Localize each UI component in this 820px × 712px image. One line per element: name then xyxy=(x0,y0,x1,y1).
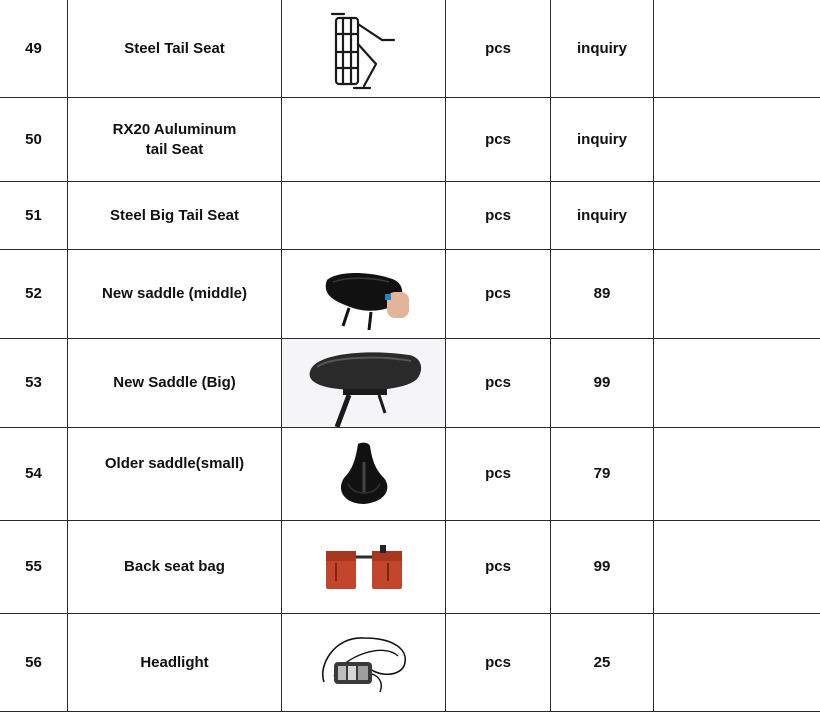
item-image xyxy=(282,0,446,98)
empty-cell xyxy=(654,614,820,712)
item-price: inquiry xyxy=(551,98,654,182)
item-name: Steel Tail Seat xyxy=(68,0,282,98)
item-price: 25 xyxy=(551,614,654,712)
item-number: 50 xyxy=(0,98,68,182)
item-number: 56 xyxy=(0,614,68,712)
item-price: inquiry xyxy=(551,182,654,250)
item-price: 99 xyxy=(551,339,654,428)
table-row xyxy=(0,250,820,339)
item-unit: pcs xyxy=(446,0,551,98)
item-unit: pcs xyxy=(446,250,551,339)
table-row xyxy=(0,428,820,521)
item-unit: pcs xyxy=(446,98,551,182)
rear-rack-icon xyxy=(324,4,404,94)
empty-cell xyxy=(654,250,820,339)
item-image xyxy=(282,250,446,339)
item-unit: pcs xyxy=(446,521,551,614)
item-number: 55 xyxy=(0,521,68,614)
table-row xyxy=(0,614,820,712)
item-image xyxy=(282,98,446,182)
item-price: 99 xyxy=(551,521,654,614)
item-image xyxy=(282,339,446,428)
empty-cell xyxy=(654,0,820,98)
pannier-bag-icon xyxy=(322,541,406,593)
item-image xyxy=(282,521,446,614)
item-unit: pcs xyxy=(446,182,551,250)
table-row xyxy=(0,0,820,98)
item-number: 52 xyxy=(0,250,68,339)
item-unit: pcs xyxy=(446,339,551,428)
empty-cell xyxy=(654,428,820,521)
empty-cell xyxy=(654,339,820,428)
headlight-icon xyxy=(314,626,414,700)
saddle-middle-icon xyxy=(309,252,419,336)
item-name: Headlight xyxy=(68,614,282,712)
saddle-big-icon xyxy=(299,339,429,427)
item-name: Back seat bag xyxy=(68,521,282,614)
item-unit: pcs xyxy=(446,428,551,521)
empty-cell xyxy=(654,182,820,250)
empty-cell xyxy=(654,98,820,182)
item-name: New saddle (middle) xyxy=(68,250,282,339)
item-number: 49 xyxy=(0,0,68,98)
table-row xyxy=(0,182,820,250)
item-name: RX20 Auluminum tail Seat xyxy=(68,98,282,182)
table-row xyxy=(0,98,820,182)
item-image xyxy=(282,428,446,521)
saddle-small-icon xyxy=(334,438,394,510)
item-number: 54 xyxy=(0,428,68,521)
item-price: 89 xyxy=(551,250,654,339)
item-image xyxy=(282,182,446,250)
item-name: Older saddle(small) xyxy=(68,428,282,521)
item-number: 51 xyxy=(0,182,68,250)
item-price: inquiry xyxy=(551,0,654,98)
item-image xyxy=(282,614,446,712)
empty-cell xyxy=(654,521,820,614)
table-row xyxy=(0,339,820,428)
table-row xyxy=(0,521,820,614)
item-unit: pcs xyxy=(446,614,551,712)
item-name: Steel Big Tail Seat xyxy=(68,182,282,250)
item-name: New Saddle (Big) xyxy=(68,339,282,428)
item-price: 79 xyxy=(551,428,654,521)
item-number: 53 xyxy=(0,339,68,428)
